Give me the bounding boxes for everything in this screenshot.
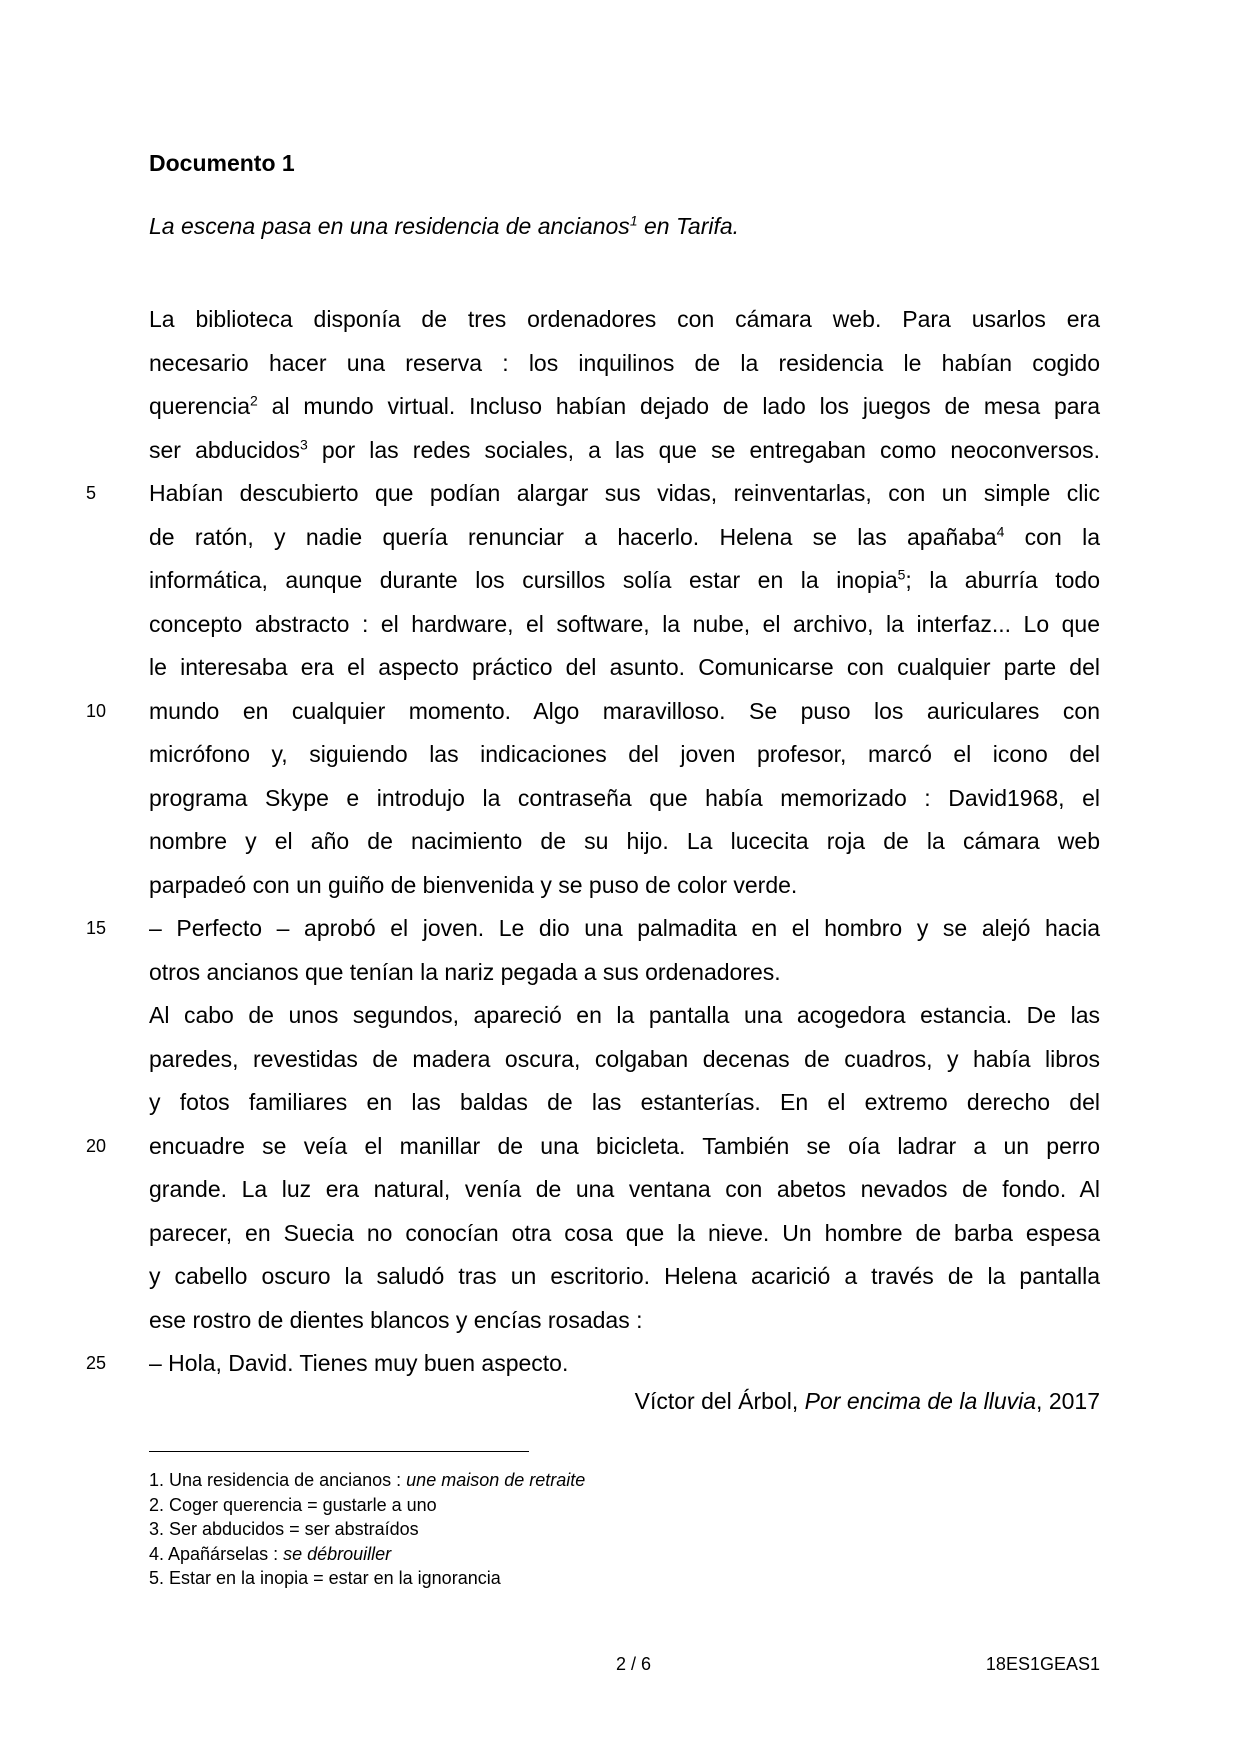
footnote-item: [149, 1468, 585, 1493]
line-text: [149, 385, 1100, 429]
footnote-ref: 5: [897, 566, 906, 583]
line-text-part: encuadre se veía el manillar de una bicicleta. También se oía ladrar a un perro: [149, 1132, 1100, 1159]
document-subtitle: [149, 213, 739, 240]
line-text-part: ser abducidos: [149, 436, 300, 463]
line-text: [149, 472, 1100, 516]
subtitle-text-end: en Tarifa.: [637, 213, 740, 239]
text-line: [149, 559, 1100, 603]
line-text: [149, 1212, 1100, 1256]
line-text: [149, 1299, 1100, 1343]
line-text: [149, 1168, 1100, 1212]
text-line: [86, 1342, 1100, 1386]
line-text: [149, 603, 1100, 647]
line-text-part: nombre y el año de nacimiento de su hijo. La lucecita roja de la cámara web: [149, 828, 1100, 854]
attribution-book-title: Por encima de la lluvia: [804, 1388, 1037, 1414]
line-text-part: con la: [1004, 523, 1100, 550]
line-text-part: mundo en cualquier momento. Algo maravilloso. Se puso los auriculares con: [149, 697, 1100, 724]
line-text: [149, 733, 1100, 777]
footnote-text: 4. Apañárselas :: [149, 1543, 284, 1564]
line-text: [149, 1255, 1100, 1299]
line-text-part: ; la aburría todo: [905, 567, 1100, 593]
text-line: [149, 951, 1100, 995]
text-line: [149, 298, 1100, 342]
footnote-ref: 2: [250, 392, 258, 409]
line-number: 25: [86, 1353, 107, 1373]
document-title: Documento 1: [149, 150, 295, 176]
text-line: [149, 516, 1100, 560]
footnotes-list: [149, 1468, 585, 1591]
line-text-part: y fotos familiares en las baldas de las estanterías. En el extremo derecho del: [149, 1089, 1100, 1115]
text-line: [149, 1299, 1100, 1343]
line-text-part: querencia: [149, 393, 251, 419]
footnote-translation: une maison de retraite: [406, 1470, 586, 1490]
text-line: [149, 385, 1100, 429]
text-line: [149, 646, 1100, 690]
text-line: [149, 733, 1100, 777]
line-text: [149, 951, 1100, 995]
footnote-ref: 4: [996, 522, 1005, 539]
text-line: [149, 820, 1100, 864]
text-line: [149, 994, 1100, 1038]
line-text: [149, 429, 1100, 473]
line-text: [149, 690, 1100, 734]
line-text: [149, 1342, 1100, 1386]
line-text: [149, 820, 1100, 864]
subtitle-footnote-ref: 1: [629, 212, 638, 229]
text-line: [149, 1212, 1100, 1256]
line-text-part: grande. La luz era natural, venía de una ventana con abetos nevados de fondo. Al: [149, 1176, 1100, 1202]
document-code: 18ES1GEAS1: [985, 1654, 1100, 1674]
attribution-author: Víctor del Árbol,: [634, 1388, 805, 1414]
line-text-part: – Perfecto – aprobó el joven. Le dio una palmadita en el hombro y se alejó hacia: [149, 915, 1100, 941]
line-text: [149, 1038, 1100, 1082]
footnote-ref: 3: [299, 435, 308, 452]
line-text-part: Habían descubierto que podían alargar sus vidas, reinventarlas, con un simple clic: [149, 480, 1100, 506]
line-text-part: al mundo virtual. Incluso habían dejado de lado los juegos de mesa para: [257, 393, 1100, 419]
line-text-part: programa Skype e introdujo la contraseña que había memorizado : David1968, el: [149, 784, 1100, 811]
footnote-divider: [149, 1451, 529, 1452]
line-text-part: Al cabo de unos segundos, apareció en la pantalla una acogedora estancia. De las: [149, 1002, 1100, 1028]
text-line: [149, 777, 1100, 821]
line-text: [149, 1081, 1100, 1125]
footnote-text: 5. Estar en la inopia = estar en la ignorancia: [149, 1568, 501, 1588]
subtitle-text: La escena pasa en una residencia de ancianos: [149, 213, 630, 239]
line-text-part: por las redes sociales, a las que se entregaban como neoconversos.: [307, 436, 1100, 463]
text-line: [149, 1168, 1100, 1212]
line-text-part: micrófono y, siguiendo las indicaciones del joven profesor, marcó el icono del: [149, 741, 1100, 767]
text-line: [149, 429, 1100, 473]
line-text: [149, 864, 1100, 908]
line-text: [149, 646, 1100, 690]
line-text-part: parpadeó con un guiño de bienvenida y se puso de color verde.: [149, 871, 798, 898]
text-line: [149, 1081, 1100, 1125]
line-text-part: necesario hacer una reserva : los inquilinos de la residencia le habían cogido: [149, 349, 1100, 376]
line-text-part: ese rostro de dientes blancos y encías rosadas :: [149, 1306, 643, 1333]
footnote-item: [149, 1566, 585, 1591]
text-line: [149, 342, 1100, 386]
line-text-part: – Hola, David. Tienes muy buen aspecto.: [149, 1350, 569, 1376]
line-text: [149, 907, 1100, 951]
line-text-part: otros ancianos que tenían la nariz pegada a sus ordenadores.: [149, 958, 781, 985]
text-line: [149, 864, 1100, 908]
line-text-part: informática, aunque durante los cursillos solía estar en la inopia: [149, 567, 898, 593]
text-body: [86, 298, 1100, 1386]
line-text-part: paredes, revestidas de madera oscura, colgaban decenas de cuadros, y había libros: [149, 1045, 1100, 1072]
text-line: [86, 1125, 1100, 1169]
footnote-text: 1. Una residencia de ancianos :: [149, 1470, 407, 1490]
line-text: [149, 342, 1100, 386]
text-line: [86, 690, 1100, 734]
footnote-item: [149, 1493, 585, 1518]
line-text: [149, 994, 1100, 1038]
line-text: [149, 298, 1100, 342]
footnote-item: [149, 1517, 585, 1542]
footnote-text: 2. Coger querencia = gustarle a uno: [149, 1494, 437, 1515]
page-number: 2 / 6: [616, 1654, 652, 1674]
text-line: [149, 603, 1100, 647]
footnote-translation: se débrouiller: [283, 1543, 392, 1564]
footnote-item: [149, 1542, 585, 1567]
line-text: [149, 559, 1100, 603]
source-attribution: [635, 1386, 1100, 1416]
text-line: [86, 472, 1100, 516]
line-number: 5: [86, 483, 97, 503]
line-text-part: le interesaba era el aspecto práctico del asunto. Comunicarse con cualquier parte del: [149, 654, 1100, 680]
line-text: [149, 516, 1100, 560]
line-text-part: La biblioteca disponía de tres ordenadores con cámara web. Para usarlos era: [149, 306, 1100, 332]
line-text-part: parecer, en Suecia no conocían otra cosa que la nieve. Un hombre de barba espesa: [149, 1219, 1100, 1246]
text-line: [86, 907, 1100, 951]
line-text-part: de ratón, y nadie quería renunciar a hacerlo. Helena se las apañaba: [149, 523, 997, 550]
line-number: 10: [86, 700, 107, 721]
footnote-text: 3. Ser abducidos = ser abstraídos: [149, 1519, 419, 1539]
text-line: [149, 1255, 1100, 1299]
line-text: [149, 777, 1100, 821]
line-text-part: y cabello oscuro la saludó tras un escritorio. Helena acarició a través de la pantalla: [149, 1263, 1100, 1289]
text-line: [149, 1038, 1100, 1082]
line-text: [149, 1125, 1100, 1169]
line-number: 20: [86, 1135, 107, 1156]
line-text-part: concepto abstracto : el hardware, el software, la nube, el archivo, la interfaz... Lo que: [149, 610, 1100, 637]
attribution-year: , 2017: [1036, 1388, 1100, 1414]
line-number: 15: [86, 918, 107, 938]
